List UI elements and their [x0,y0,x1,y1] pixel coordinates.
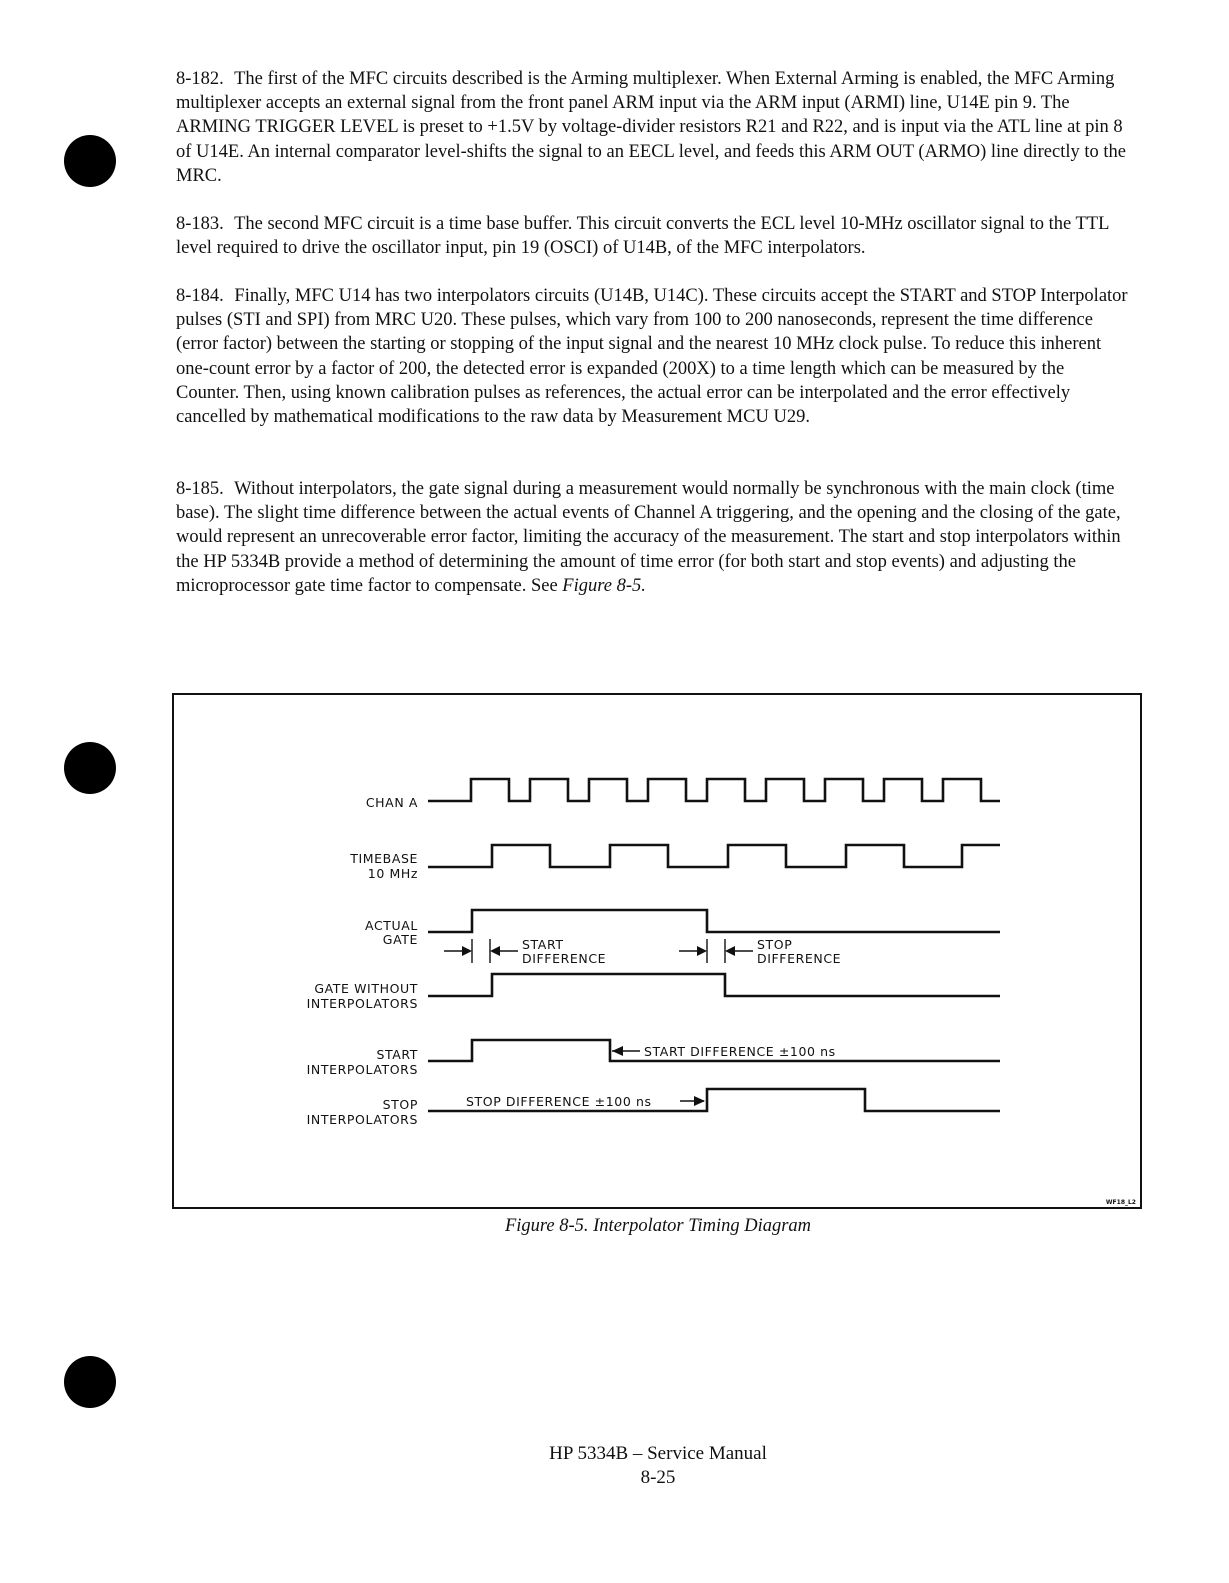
label-gate-without: GATE WITHOUT [314,981,418,996]
start-difference-label-2: DIFFERENCE [522,951,607,966]
label-start-interp: START [376,1047,418,1062]
waveform-actual-gate [428,910,1000,932]
stop-difference-label: STOP [757,937,793,952]
start-difference-marker [444,939,518,963]
label-timebase-freq: 10 MHz [367,866,418,881]
stop-difference-range-arrow [680,1096,705,1106]
label-timebase: TIMEBASE [350,851,418,866]
paragraph-text: The second MFC circuit is a time base buffer. This circuit converts the ECL level 10-MHz oscillator signal to the TTL level required to drive the oscillator input, pin 19 (OSCI) of U14B, of the MFC interpolators. [176,214,1109,259]
label-stop-interp: STOP [382,1097,418,1112]
timing-diagram-figure [172,693,1142,1209]
binder-hole-middle [64,742,116,794]
footer-title: HP 5334B – Service Manual [549,1443,767,1464]
waveform-timebase [428,845,1000,867]
page-number: 8-25 [640,1467,676,1488]
start-difference-label: START [522,937,564,952]
start-difference-range-arrow [612,1046,640,1056]
paragraph-number: 8-185. [176,479,224,499]
label-actual-gate: ACTUAL [365,918,418,933]
paragraph-text: The first of the MFC circuits described is the Arming multiplexer. When External Arming is enabled, the MFC Arming multiplexer accepts an external signal from the front panel ARM input via the ARM input (ARMI) line, U14E pin 9. The ARMING TRIGGER LEVEL is preset to +1.5V by voltage-divider resistors R21 and R22, and is input via the ATL line at pin 8 of U14E. An internal comparator level-shifts the signal to an EECL level, and feeds this ARM OUT (ARMO) line directly to the MRC. [176,69,1126,186]
paragraph-8-182 [176,67,1131,188]
binder-hole-top [64,135,116,187]
label-gate-without-2: INTERPOLATORS [306,996,418,1011]
paragraph-number: 8-183. [176,214,224,234]
timing-diagram [174,695,1140,1207]
waveform-chan-a [428,779,1000,801]
start-difference-range-label: START DIFFERENCE ±100 ns [644,1044,836,1059]
waveform-gate-without-interpolators [428,974,1000,996]
stop-difference-label-2: DIFFERENCE [757,951,842,966]
figure-code: WF18_L2 [1105,1199,1136,1206]
figure-caption: Figure 8-5. Interpolator Timing Diagram [504,1216,812,1236]
binder-hole-bottom [64,1356,116,1408]
figure-reference[interactable]: Figure 8-5. [562,575,646,596]
paragraph-text: Finally, MFC U14 has two interpolators circuits (U14B, U14C). These circuits accept the START and STOP Interpolator pulses (STI and SPI) from MRC U20. These pulses, which vary from 100 to 200 nanoseconds, represent the time difference (error factor) between the starting or stopping of the input signal and the nearest 10 MHz clock pulse. To reduce this inherent one-count error by a factor of 200, the detected error is expanded (200X) to a time length which can be measured by the Counter. Then, using known calibration pulses as references, the actual error can be interpolated and the error effectively cancelled by mathematical modifications to the raw data by Measurement MCU U29. [176,286,1128,428]
paragraph-8-183 [176,212,1131,260]
label-start-interp-2: INTERPOLATORS [306,1062,418,1077]
paragraph-number: 8-182. [176,69,224,89]
stop-difference-range-label: STOP DIFFERENCE ±100 ns [466,1094,652,1109]
paragraph-8-184 [176,284,1131,429]
label-actual-gate-2: GATE [382,932,418,947]
paragraph-number: 8-184. [176,286,224,306]
stop-difference-marker [679,939,753,963]
label-stop-interp-2: INTERPOLATORS [306,1112,418,1127]
paragraph-8-185 [176,477,1131,598]
paragraph-text: Without interpolators, the gate signal during a measurement would normally be synchronous with the main clock (time base). The slight time difference between the actual events of Channel A triggering, and the opening and the closing of the gate, would represent an unrecoverable error factor, limiting the accuracy of the measurement. The start and stop interpolators within the HP 5334B provide a method of determining the amount of time error (for both start and stop events) and adjusting the microprocessor gate time factor to compensate. See [176,479,1121,596]
label-chan-a: CHAN A [365,795,418,810]
